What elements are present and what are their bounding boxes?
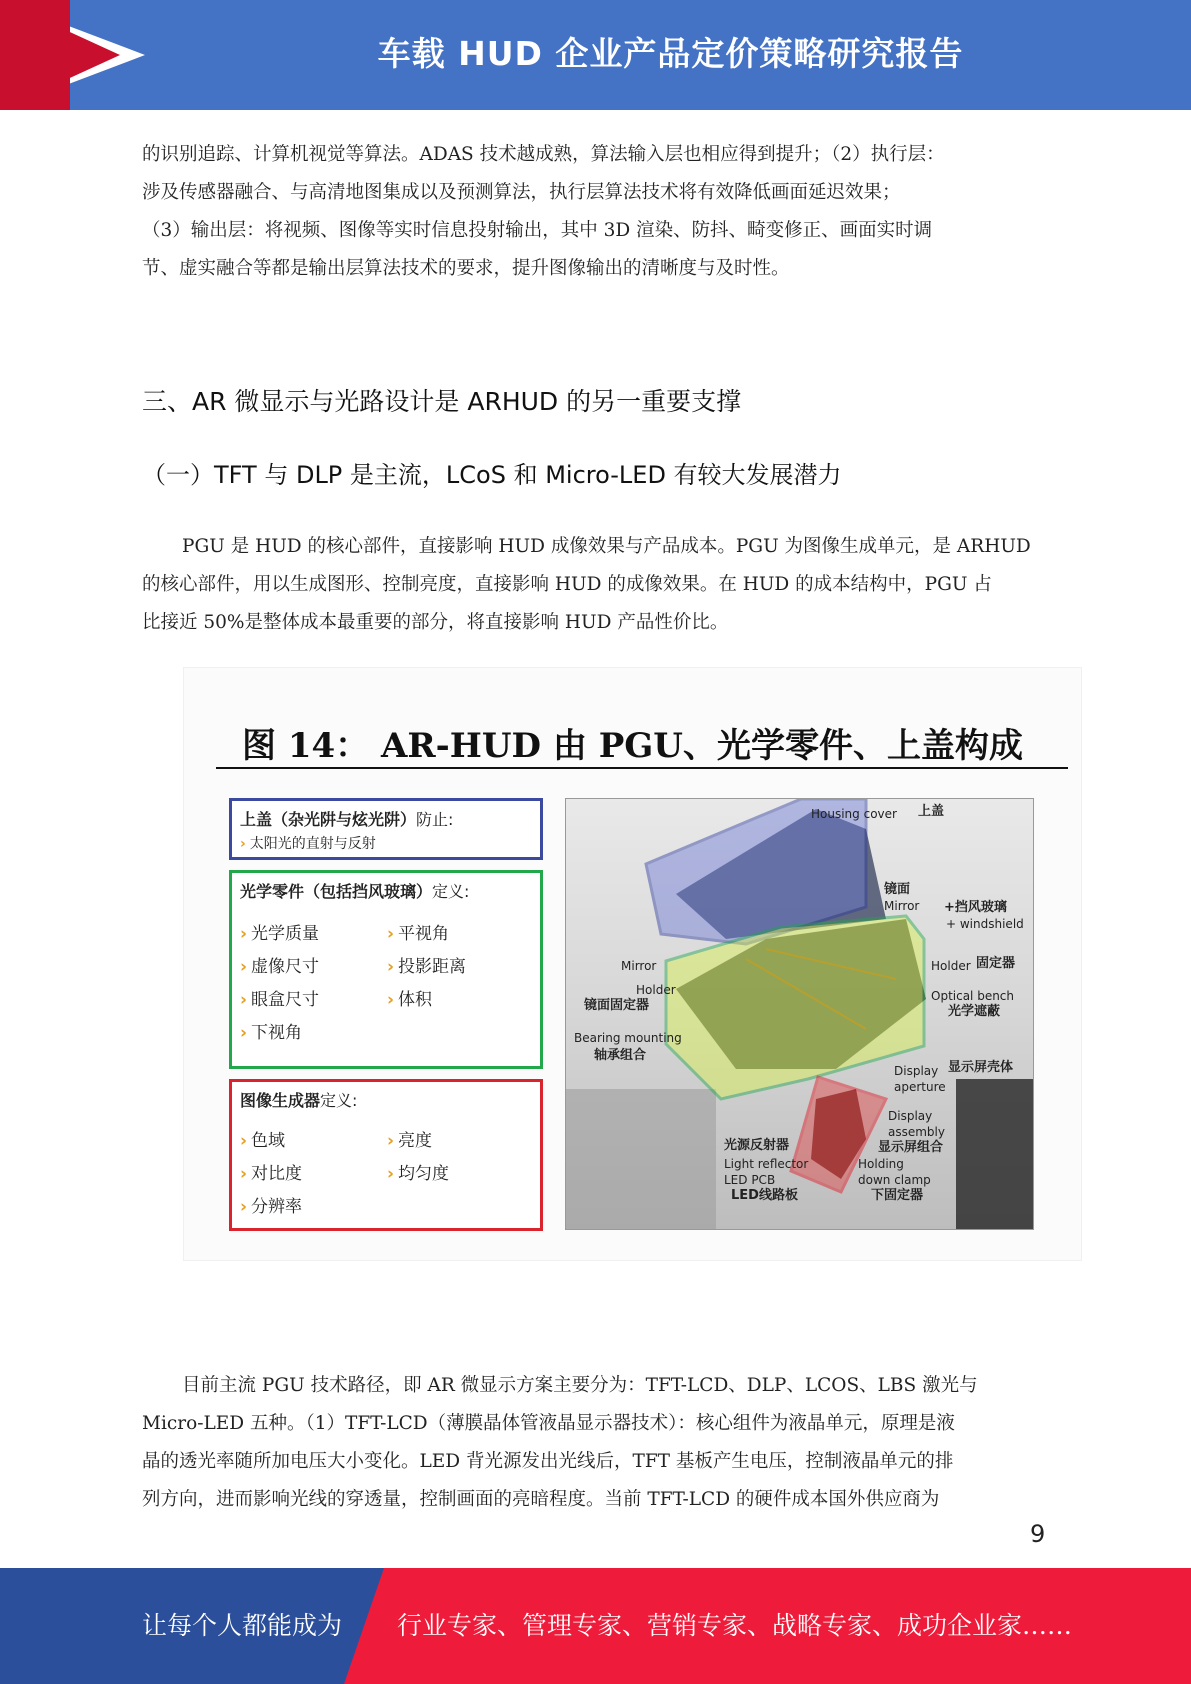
text-line: 目前主流 PGU 技术路径，即 AR 微显示方案主要分为：TFT-LCD、DLP、LCOS、LBS 激光与 <box>182 1375 978 1396</box>
footer-slogan-right: 行业专家、管理专家、营销专家、战略专家、成功企业家…… <box>397 1611 1073 1640</box>
label-holding-clamp-zh: 下固定器 <box>871 1188 924 1203</box>
text-line: 节、虚实融合等都是输出层算法技术的要求，提升图像输出的清晰度与及时性。 <box>142 258 790 279</box>
box-heading <box>240 1088 357 1111</box>
label-housing-zh: 上盖 <box>918 804 945 819</box>
figure-14 <box>183 667 1082 1261</box>
label-holder2-en: Holder <box>931 959 971 973</box>
footer-slogan-left: 让每个人都能成为 <box>142 1611 343 1640</box>
box-heading-rest: 防止: <box>416 810 454 829</box>
pgu-paragraph <box>142 528 1042 642</box>
box-item: › 太阳光的直射与反射 <box>240 833 376 853</box>
box-heading-bold: 图像生成器 <box>240 1091 321 1110</box>
label-optical-bench-zh: 光学遮蔽 <box>948 1004 1001 1019</box>
report-title: 车载 HUD 企业产品定价策略研究报告 <box>377 34 964 73</box>
label-holding-clamp-en: Holding <box>858 1157 904 1171</box>
label-optical-bench-en: Optical bench <box>931 989 1015 1003</box>
pgu-definition-box <box>229 1079 543 1231</box>
optics-definition-box <box>229 870 543 1069</box>
figure-title-rule <box>216 767 1068 769</box>
box-heading-rest: 定义: <box>320 1091 358 1110</box>
label-holder-en: Holder <box>636 983 676 997</box>
label-led-pcb-en: LED PCB <box>724 1173 776 1187</box>
text-line: 的核心部件，用以生成图形、控制亮度，直接影响 HUD 的成像效果。在 HUD 的成本结构中，PGU 占 <box>142 574 992 595</box>
box-item: › 光学质量 <box>240 919 319 944</box>
text-line: 的识别追踪、计算机视觉等算法。ADAS 技术越成熟，算法输入层也相应得到提升；（2）执行层： <box>142 144 945 165</box>
label-mirror2-en: Mirror <box>621 959 657 973</box>
text-line: 比接近 50%是整体成本最重要的部分，将直接影响 HUD 产品性价比。 <box>142 612 729 633</box>
label-display-assembly-en: assembly <box>888 1125 945 1139</box>
page-header <box>0 0 1191 110</box>
box-item: › 色域 <box>240 1126 285 1151</box>
label-display-aperture-zh: 显示屏壳体 <box>948 1060 1014 1075</box>
page-number: 9 <box>1030 1520 1046 1548</box>
box-item: › 下视角 <box>240 1018 302 1043</box>
cover-definition-box <box>229 798 543 860</box>
section-heading: 三、AR 微显示与光路设计是 ARHUD 的另一重要支撑 <box>142 387 742 416</box>
label-light-reflector-en: Light reflector <box>724 1157 809 1171</box>
text-line: （3）输出层：将视频、图像等实时信息投射输出，其中 3D 渲染、防抖、畸变修正、画面实时调 <box>142 220 933 241</box>
text-line: 列方向，进而影响光线的穿透量，控制画面的亮暗程度。当前 TFT-LCD 的硬件成本国外供应商为 <box>142 1489 940 1510</box>
pgu-routes-paragraph <box>142 1367 1042 1519</box>
figure-title: 图 14： AR-HUD 由 PGU、光学零件、上盖构成 <box>242 726 1023 766</box>
text-line: 晶的透光率随所加电压大小变化。LED 背光源发出光线后，TFT 基板产生电压，控制液晶单元的排 <box>142 1451 954 1472</box>
label-holder2-zh: 固定器 <box>976 956 1016 971</box>
label-windshield-en: + windshield <box>946 917 1024 931</box>
text-line: 涉及传感器融合、与高清地图集成以及预测算法，执行层算法技术将有效降低画面延迟效果； <box>142 182 901 203</box>
box-item: › 虚像尺寸 <box>240 952 319 977</box>
intro-paragraph <box>142 136 1042 288</box>
label-windshield-zh: +挡风玻璃 <box>944 900 1007 915</box>
sub-heading: （一）TFT 与 DLP 是主流，LCoS 和 Micro-LED 有较大发展潜力 <box>142 461 842 489</box>
label-mirror-holder-zh: 镜面固定器 <box>584 998 650 1013</box>
label-mirror-zh: 镜面 <box>884 882 911 897</box>
box-heading-rest: 定义: <box>432 882 470 901</box>
box-item: › 亮度 <box>387 1126 432 1151</box>
label-display-aperture-en: Display <box>894 1064 939 1078</box>
box-item: › 眼盒尺寸 <box>240 985 319 1010</box>
label-holding-clamp-en: down clamp <box>858 1173 931 1187</box>
box-item: › 对比度 <box>240 1159 302 1184</box>
label-housing-en: Housing cover <box>811 807 897 821</box>
box-heading-bold: 光学零件（包括挡风玻璃） <box>240 882 433 901</box>
box-item: › 分辨率 <box>240 1192 302 1217</box>
label-display-assembly-zh: 显示屏组合 <box>878 1140 944 1155</box>
label-led-pcb-zh: LED线路板 <box>731 1188 798 1203</box>
label-mirror-en: Mirror <box>884 899 920 913</box>
text-line: Micro-LED 五种。（1）TFT-LCD（薄膜晶体管液晶显示器技术）：核心组件为液晶单元，原理是液 <box>142 1413 955 1434</box>
label-light-reflector-zh: 光源反射器 <box>724 1138 790 1153</box>
page-footer <box>0 1568 1191 1684</box>
label-display-aperture-en: aperture <box>894 1080 946 1094</box>
hud-exploded-view <box>565 798 1034 1230</box>
box-heading-bold: 上盖（杂光阱与炫光阱） <box>240 810 417 829</box>
box-item: › 均匀度 <box>387 1159 449 1184</box>
box-item: › 投影距离 <box>387 952 466 977</box>
header-red-block <box>0 0 70 110</box>
label-display-assembly-en: Display <box>888 1109 933 1123</box>
box-item: › 体积 <box>387 985 432 1010</box>
label-bearing-zh: 轴承组合 <box>594 1048 647 1063</box>
label-bearing-en: Bearing mounting <box>574 1031 682 1045</box>
box-heading <box>240 879 469 902</box>
box-item: › 平视角 <box>387 919 449 944</box>
box-heading <box>240 807 453 830</box>
text-line: PGU 是 HUD 的核心部件，直接影响 HUD 成像效果与产品成本。PGU 为图像生成单元，是 ARHUD <box>182 536 1031 557</box>
